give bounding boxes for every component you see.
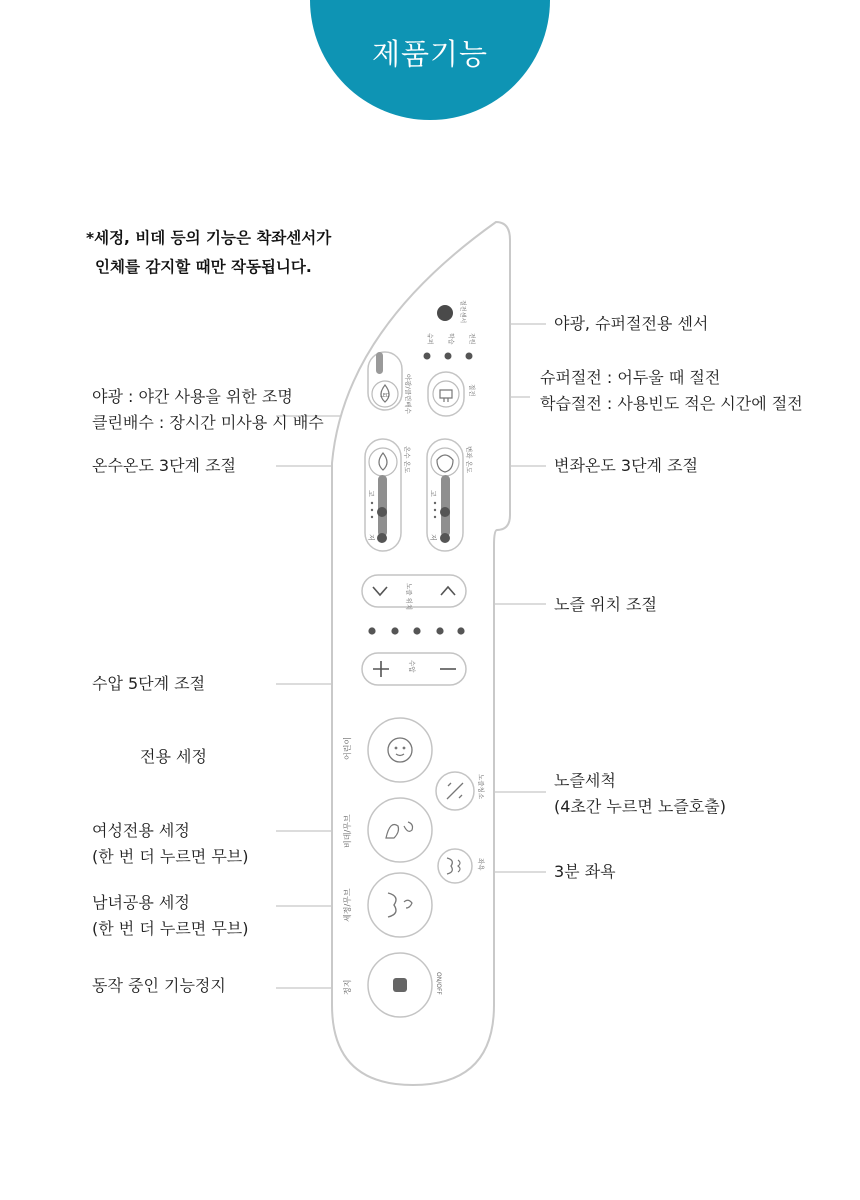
indicator-power-label: 전원 bbox=[468, 333, 475, 345]
indicator-super-label: 슈퍼 bbox=[426, 333, 433, 345]
nozzle-clean-label: 노즐청소 bbox=[477, 774, 485, 800]
label-stop: 동작 중인 기능정지 bbox=[92, 976, 226, 995]
pressure-label: 수압 bbox=[408, 660, 416, 673]
power-save-label: 절전 bbox=[468, 384, 476, 397]
sitz-label: 좌욕 bbox=[477, 858, 485, 871]
seat-high-label: 고 bbox=[429, 490, 437, 497]
water-low-label: 저 bbox=[367, 534, 375, 541]
pressure-dot bbox=[368, 627, 375, 634]
label-sitz: 3분 좌욕 bbox=[554, 862, 616, 881]
label-super-save: 슈퍼절전 : 어두울 때 절전 bbox=[540, 368, 721, 387]
night-light-label: 야광/클린배수 bbox=[404, 374, 412, 414]
kids-label: 어린이 bbox=[343, 736, 352, 760]
nozzle-position-label: 노즐 위치 bbox=[405, 583, 413, 611]
label-nozzle-clean-sub: (4초간 누르면 노즐호출) bbox=[554, 797, 726, 816]
label-pressure: 수압 5단계 조절 bbox=[92, 674, 206, 693]
seat-low-label: 저 bbox=[429, 534, 437, 541]
usage-note-line1: *세정, 비데 등의 기능은 착좌센서가 bbox=[86, 229, 332, 247]
pressure-dot bbox=[413, 627, 420, 634]
pressure-control[interactable] bbox=[362, 653, 466, 685]
label-learn-save: 학습절전 : 사용빈도 적은 시간에 절전 bbox=[540, 394, 803, 413]
indicator-learn bbox=[445, 353, 452, 360]
indicator-power bbox=[466, 353, 473, 360]
water-high-label: 고 bbox=[367, 490, 375, 497]
label-wash: 남녀공용 세정 bbox=[92, 893, 190, 912]
wash-label: 세정/무브 bbox=[343, 888, 352, 922]
led-text: LED bbox=[380, 393, 390, 399]
label-wash-sub: (한 번 더 누르면 무브) bbox=[92, 919, 249, 938]
onoff-label: ON/OFF bbox=[435, 972, 442, 995]
label-clean-drain: 클린배수 : 장시간 미사용 시 배수 bbox=[92, 413, 324, 432]
label-bidet: 여성전용 세정 bbox=[92, 821, 190, 840]
label-sensor: 야광, 슈퍼절전용 센서 bbox=[554, 314, 709, 333]
label-bidet-sub: (한 번 더 누르면 무브) bbox=[92, 847, 249, 866]
seat-temp-label: 변좌 온도 bbox=[465, 446, 473, 474]
usage-note-line2: 인체를 감지할 때만 작동됩니다. bbox=[95, 258, 312, 276]
label-nozzle-clean: 노즐세척 bbox=[554, 771, 616, 790]
stop-label: 정지 bbox=[343, 979, 352, 995]
label-seat-temp: 변좌온도 3단계 조절 bbox=[554, 456, 698, 475]
indicator-super bbox=[424, 353, 431, 360]
water-temp-label: 온수 온도 bbox=[403, 446, 411, 474]
sensor-text: 절전센서 bbox=[459, 300, 466, 324]
nozzle-position-control[interactable] bbox=[362, 575, 466, 610]
label-night-light: 야광 : 야간 사용을 위한 조명 bbox=[92, 387, 293, 406]
page-title: 제품기능 bbox=[371, 37, 489, 71]
stop-icon bbox=[393, 978, 407, 992]
pressure-dot bbox=[457, 627, 464, 634]
pressure-dot bbox=[391, 627, 398, 634]
light-sensor bbox=[437, 305, 453, 321]
label-nozzle-pos: 노즐 위치 조절 bbox=[554, 595, 657, 614]
bidet-label: 비데/무브 bbox=[343, 814, 352, 848]
label-water-temp: 온수온도 3단계 조절 bbox=[92, 456, 236, 475]
pressure-dot bbox=[436, 627, 443, 634]
label-kids-wash: 전용 세정 bbox=[140, 747, 207, 766]
indicator-learn-label: 학습 bbox=[447, 333, 454, 345]
